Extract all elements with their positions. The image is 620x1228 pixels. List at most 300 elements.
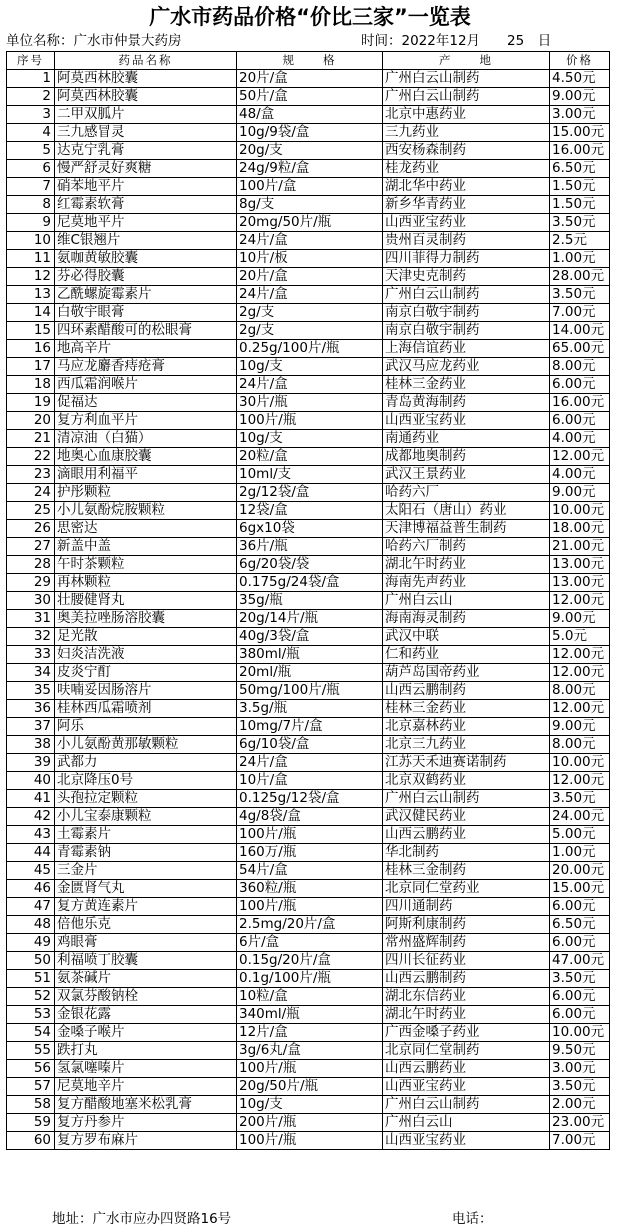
drug-spec: 36片/瓶 (237, 538, 383, 556)
drug-name: 促福达 (55, 394, 237, 412)
table-row (7, 322, 610, 340)
drug-price: 3.50元 (550, 1078, 610, 1096)
table-row (7, 844, 610, 862)
drug-spec: 10g/支 (237, 358, 383, 376)
drug-spec: 10粒/盒 (237, 988, 383, 1006)
drug-price: 3.50元 (550, 214, 610, 232)
table-row (7, 916, 610, 934)
drug-origin: 海南先声药业 (383, 574, 550, 592)
drug-origin: 上海信谊药业 (383, 340, 550, 358)
drug-price: 3.50元 (550, 790, 610, 808)
drug-origin: 阿斯利康制药 (383, 916, 550, 934)
drug-spec: 3g/6丸/盒 (237, 1042, 383, 1060)
row-index: 26 (7, 520, 55, 538)
drug-price: 6.50元 (550, 916, 610, 934)
drug-spec: 0.25g/100片/瓶 (237, 340, 383, 358)
row-index: 53 (7, 1006, 55, 1024)
drug-spec: 380ml/瓶 (237, 646, 383, 664)
drug-name: 滴眼用利福平 (55, 466, 237, 484)
drug-origin: 北京中惠药业 (383, 106, 550, 124)
drug-price: 12.00元 (550, 592, 610, 610)
drug-name: 阿乐 (55, 718, 237, 736)
drug-name: 金银花露 (55, 1006, 237, 1024)
drug-origin: 山西云鹏制药 (383, 970, 550, 988)
table-row (7, 340, 610, 358)
table-row (7, 1132, 610, 1150)
drug-spec: 100片/瓶 (237, 412, 383, 430)
drug-spec: 54片/盒 (237, 862, 383, 880)
table-row (7, 1114, 610, 1132)
drug-origin: 南京白敬宇制药 (383, 322, 550, 340)
row-index: 59 (7, 1114, 55, 1132)
drug-spec: 24片/盒 (237, 286, 383, 304)
table-row (7, 1024, 610, 1042)
row-index: 28 (7, 556, 55, 574)
drug-name: 呋喃妥因肠溶片 (55, 682, 237, 700)
row-index: 56 (7, 1060, 55, 1078)
drug-name: 北京降压0号 (55, 772, 237, 790)
drug-name: 金嗓子喉片 (55, 1024, 237, 1042)
drug-origin: 广州白云山制药 (383, 1096, 550, 1114)
drug-price: 12.00元 (550, 448, 610, 466)
drug-price: 10.00元 (550, 502, 610, 520)
drug-name: 护彤颗粒 (55, 484, 237, 502)
drug-origin: 桂林三金药业 (383, 376, 550, 394)
drug-price: 10.00元 (550, 1024, 610, 1042)
drug-spec: 100片/瓶 (237, 1132, 383, 1150)
drug-price: 8.00元 (550, 358, 610, 376)
drug-name: 二甲双胍片 (55, 106, 237, 124)
drug-price: 2.5元 (550, 232, 610, 250)
drug-price: 13.00元 (550, 574, 610, 592)
drug-name: 三金片 (55, 862, 237, 880)
row-index: 29 (7, 574, 55, 592)
table-row (7, 682, 610, 700)
drug-origin: 武汉马应龙药业 (383, 358, 550, 376)
table-row (7, 160, 610, 178)
drug-spec: 48/盒 (237, 106, 383, 124)
drug-spec: 6片/盒 (237, 934, 383, 952)
row-index: 47 (7, 898, 55, 916)
drug-name: 小儿宝泰康颗粒 (55, 808, 237, 826)
drug-spec: 0.175g/24袋/盒 (237, 574, 383, 592)
drug-origin: 武汉健民药业 (383, 808, 550, 826)
drug-origin: 北京同仁堂药业 (383, 880, 550, 898)
table-row (7, 592, 610, 610)
drug-price: 15.00元 (550, 124, 610, 142)
table-row (7, 70, 610, 88)
drug-spec: 10ml/支 (237, 466, 383, 484)
row-index: 11 (7, 250, 55, 268)
drug-spec: 2g/12袋/盒 (237, 484, 383, 502)
drug-price: 8.00元 (550, 682, 610, 700)
drug-name: 尼莫地平片 (55, 214, 237, 232)
drug-name: 氢氯噻嗪片 (55, 1060, 237, 1078)
drug-name: 清凉油（白猫） (55, 430, 237, 448)
row-index: 14 (7, 304, 55, 322)
drug-price: 13.00元 (550, 556, 610, 574)
table-row (7, 862, 610, 880)
drug-spec: 24片/盒 (237, 232, 383, 250)
drug-price: 9.00元 (550, 718, 610, 736)
drug-origin: 山西亚宝药业 (383, 412, 550, 430)
drug-origin: 北京嘉林药业 (383, 718, 550, 736)
drug-origin: 南京白敬宇制药 (383, 304, 550, 322)
drug-origin: 太阳石（唐山）药业 (383, 502, 550, 520)
table-row (7, 394, 610, 412)
drug-origin: 常州盛辉制药 (383, 934, 550, 952)
drug-price: 6.50元 (550, 160, 610, 178)
table-row (7, 214, 610, 232)
table-row (7, 412, 610, 430)
drug-price: 3.50元 (550, 286, 610, 304)
drug-name: 氨咖黄敏胶囊 (55, 250, 237, 268)
table-row (7, 286, 610, 304)
row-index: 5 (7, 142, 55, 160)
drug-name: 地奥心血康胶囊 (55, 448, 237, 466)
table-row (7, 970, 610, 988)
drug-name: 倍他乐克 (55, 916, 237, 934)
drug-origin: 山西亚宝药业 (383, 1132, 550, 1150)
drug-price: 1.00元 (550, 250, 610, 268)
drug-origin: 华北制药 (383, 844, 550, 862)
row-index: 45 (7, 862, 55, 880)
drug-origin: 武汉王景药业 (383, 466, 550, 484)
drug-spec: 340ml/瓶 (237, 1006, 383, 1024)
table-row (7, 178, 610, 196)
drug-spec: 0.125g/12袋/盒 (237, 790, 383, 808)
drug-spec: 4g/8袋/盒 (237, 808, 383, 826)
drug-name: 小儿氨酚烷胺颗粒 (55, 502, 237, 520)
row-index: 41 (7, 790, 55, 808)
drug-price: 47.00元 (550, 952, 610, 970)
table-row (7, 466, 610, 484)
table-row (7, 646, 610, 664)
header-price: 价格 (550, 52, 610, 70)
drug-name: 金匮肾气丸 (55, 880, 237, 898)
drug-spec: 30片/瓶 (237, 394, 383, 412)
drug-price: 12.00元 (550, 664, 610, 682)
table-row (7, 1042, 610, 1060)
drug-name: 马应龙麝香痔疮膏 (55, 358, 237, 376)
table-row (7, 1060, 610, 1078)
table-row (7, 772, 610, 790)
drug-origin: 南通药业 (383, 430, 550, 448)
drug-name: 跌打丸 (55, 1042, 237, 1060)
table-row (7, 88, 610, 106)
table-row (7, 304, 610, 322)
drug-price: 6.00元 (550, 1006, 610, 1024)
drug-spec: 20片/盒 (237, 70, 383, 88)
row-index: 49 (7, 934, 55, 952)
drug-name: 鸡眼膏 (55, 934, 237, 952)
drug-origin: 广州白云山制药 (383, 70, 550, 88)
drug-name: 尼莫地辛片 (55, 1078, 237, 1096)
drug-spec: 20g/支 (237, 142, 383, 160)
drug-origin: 天津博福益普生制药 (383, 520, 550, 538)
drug-price: 65.00元 (550, 340, 610, 358)
row-index: 58 (7, 1096, 55, 1114)
drug-price: 7.00元 (550, 1132, 610, 1150)
drug-origin: 北京三九药业 (383, 736, 550, 754)
table-row (7, 448, 610, 466)
drug-origin: 天津史克制药 (383, 268, 550, 286)
drug-price: 3.50元 (550, 970, 610, 988)
drug-price: 4.00元 (550, 430, 610, 448)
drug-price: 6.00元 (550, 898, 610, 916)
table-row (7, 664, 610, 682)
price-table (6, 51, 610, 1150)
drug-spec: 10g/9袋/盒 (237, 124, 383, 142)
row-index: 54 (7, 1024, 55, 1042)
drug-spec: 10片/盒 (237, 772, 383, 790)
drug-origin: 北京同仁堂制药 (383, 1042, 550, 1060)
table-row (7, 1006, 610, 1024)
row-index: 17 (7, 358, 55, 376)
row-index: 4 (7, 124, 55, 142)
row-index: 33 (7, 646, 55, 664)
table-row (7, 124, 610, 142)
drug-name: 白敬宇眼膏 (55, 304, 237, 322)
drug-spec: 100片/瓶 (237, 898, 383, 916)
drug-price: 9.00元 (550, 610, 610, 628)
drug-name: 土霉素片 (55, 826, 237, 844)
drug-price: 4.50元 (550, 70, 610, 88)
row-index: 7 (7, 178, 55, 196)
row-index: 46 (7, 880, 55, 898)
drug-origin: 湖北华中药业 (383, 178, 550, 196)
drug-name: 乙酰螺旋霉素片 (55, 286, 237, 304)
drug-price: 12.00元 (550, 700, 610, 718)
drug-price: 5.0元 (550, 628, 610, 646)
table-row (7, 700, 610, 718)
drug-name: 双氯芬酸钠栓 (55, 988, 237, 1006)
row-index: 36 (7, 700, 55, 718)
drug-origin: 广西金嗓子药业 (383, 1024, 550, 1042)
header-index: 序号 (7, 52, 55, 70)
table-row (7, 556, 610, 574)
drug-name: 复方醋酸地塞米松乳膏 (55, 1096, 237, 1114)
drug-price: 6.00元 (550, 376, 610, 394)
table-row (7, 934, 610, 952)
drug-origin: 桂林三金药业 (383, 700, 550, 718)
drug-spec: 0.15g/20片/盒 (237, 952, 383, 970)
drug-name: 阿莫西林胶囊 (55, 70, 237, 88)
drug-spec: 10mg/7片/盒 (237, 718, 383, 736)
row-index: 48 (7, 916, 55, 934)
table-row (7, 610, 610, 628)
drug-spec: 20g/14片/瓶 (237, 610, 383, 628)
table-row (7, 358, 610, 376)
drug-price: 28.00元 (550, 268, 610, 286)
drug-spec: 12片/盒 (237, 1024, 383, 1042)
drug-spec: 2g/支 (237, 304, 383, 322)
drug-origin: 广州白云山制药 (383, 88, 550, 106)
row-index: 31 (7, 610, 55, 628)
drug-price: 21.00元 (550, 538, 610, 556)
drug-name: 氨茶碱片 (55, 970, 237, 988)
drug-spec: 20mg/50片/瓶 (237, 214, 383, 232)
table-row (7, 790, 610, 808)
address: 地址：广水市应办四贤路16号 (52, 1211, 232, 1227)
row-index: 12 (7, 268, 55, 286)
drug-name: 硝苯地平片 (55, 178, 237, 196)
drug-spec: 2.5mg/20片/盒 (237, 916, 383, 934)
row-index: 35 (7, 682, 55, 700)
drug-name: 阿莫西林胶囊 (55, 88, 237, 106)
row-index: 34 (7, 664, 55, 682)
table-row (7, 232, 610, 250)
drug-origin: 山西亚宝药业 (383, 214, 550, 232)
row-index: 16 (7, 340, 55, 358)
drug-origin: 山西亚宝药业 (383, 1078, 550, 1096)
drug-name: 复方罗布麻片 (55, 1132, 237, 1150)
row-index: 8 (7, 196, 55, 214)
drug-price: 2.00元 (550, 1096, 610, 1114)
table-row (7, 502, 610, 520)
drug-price: 1.00元 (550, 844, 610, 862)
drug-origin: 西安杨森制药 (383, 142, 550, 160)
drug-name: 武都力 (55, 754, 237, 772)
drug-origin: 海南海灵制药 (383, 610, 550, 628)
drug-name: 西瓜霜润喉片 (55, 376, 237, 394)
drug-origin: 山西云鹏制药 (383, 682, 550, 700)
drug-spec: 2g/支 (237, 322, 383, 340)
drug-name: 奥美拉唑肠溶胶囊 (55, 610, 237, 628)
drug-origin: 广州白云山制药 (383, 286, 550, 304)
table-row (7, 538, 610, 556)
drug-price: 9.00元 (550, 484, 610, 502)
drug-origin: 广州白云山 (383, 592, 550, 610)
drug-price: 15.00元 (550, 880, 610, 898)
drug-name: 再林颗粒 (55, 574, 237, 592)
drug-origin: 四川菲得力制药 (383, 250, 550, 268)
drug-spec: 20片/盒 (237, 268, 383, 286)
drug-spec: 10片/板 (237, 250, 383, 268)
drug-origin: 新乡华青药业 (383, 196, 550, 214)
drug-price: 16.00元 (550, 394, 610, 412)
drug-name: 慢严舒灵好爽糖 (55, 160, 237, 178)
drug-name: 思密达 (55, 520, 237, 538)
row-index: 39 (7, 754, 55, 772)
drug-origin: 贵州百灵制药 (383, 232, 550, 250)
drug-name: 复方黄连素片 (55, 898, 237, 916)
header-origin: 产 地 (383, 52, 550, 70)
table-row (7, 376, 610, 394)
table-row (7, 718, 610, 736)
drug-name: 达克宁乳膏 (55, 142, 237, 160)
drug-name: 利福喷丁胶囊 (55, 952, 237, 970)
table-row (7, 574, 610, 592)
table-row (7, 484, 610, 502)
drug-spec: 200片/瓶 (237, 1114, 383, 1132)
row-index: 18 (7, 376, 55, 394)
drug-origin: 青岛黄海制药 (383, 394, 550, 412)
drug-origin: 湖北午时药业 (383, 556, 550, 574)
row-index: 19 (7, 394, 55, 412)
row-index: 13 (7, 286, 55, 304)
drug-spec: 160万/瓶 (237, 844, 383, 862)
drug-price: 9.00元 (550, 88, 610, 106)
drug-origin: 三九药业 (383, 124, 550, 142)
table-row (7, 628, 610, 646)
drug-origin: 桂林三金制药 (383, 862, 550, 880)
table-row (7, 430, 610, 448)
table-row (7, 736, 610, 754)
table-row (7, 952, 610, 970)
row-index: 38 (7, 736, 55, 754)
drug-spec: 35g/瓶 (237, 592, 383, 610)
drug-name: 青霉素钠 (55, 844, 237, 862)
drug-price: 4.00元 (550, 466, 610, 484)
drug-name: 皮炎宁酊 (55, 664, 237, 682)
drug-price: 8.00元 (550, 736, 610, 754)
row-index: 40 (7, 772, 55, 790)
drug-spec: 100片/盒 (237, 178, 383, 196)
drug-spec: 20粒/盒 (237, 448, 383, 466)
table-row (7, 754, 610, 772)
row-index: 23 (7, 466, 55, 484)
drug-name: 桂林西瓜霜喷剂 (55, 700, 237, 718)
row-index: 44 (7, 844, 55, 862)
drug-name: 三九感冒灵 (55, 124, 237, 142)
drug-spec: 10g/支 (237, 430, 383, 448)
row-index: 55 (7, 1042, 55, 1060)
drug-price: 1.50元 (550, 196, 610, 214)
drug-name: 新盖中盖 (55, 538, 237, 556)
drug-origin: 广州白云山制药 (383, 790, 550, 808)
drug-spec: 6g/10袋/盒 (237, 736, 383, 754)
drug-origin: 哈药六厂 (383, 484, 550, 502)
date-label: 时间：2022年12月 25 日 (361, 33, 552, 49)
row-index: 6 (7, 160, 55, 178)
row-index: 15 (7, 322, 55, 340)
drug-spec: 24g/9粒/盒 (237, 160, 383, 178)
drug-spec: 6g/20袋/袋 (237, 556, 383, 574)
drug-spec: 12袋/盒 (237, 502, 383, 520)
table-row (7, 898, 610, 916)
drug-origin: 仁和药业 (383, 646, 550, 664)
drug-name: 小儿氨酚黄那敏颗粒 (55, 736, 237, 754)
drug-spec: 50mg/100片/瓶 (237, 682, 383, 700)
drug-spec: 6gx10袋 (237, 520, 383, 538)
drug-name: 足光散 (55, 628, 237, 646)
drug-origin: 四川长征药业 (383, 952, 550, 970)
drug-price: 10.00元 (550, 754, 610, 772)
drug-origin: 广州白云山 (383, 1114, 550, 1132)
row-index: 32 (7, 628, 55, 646)
drug-origin: 北京双鹤药业 (383, 772, 550, 790)
drug-spec: 24片/盒 (237, 376, 383, 394)
drug-origin: 江苏天禾迪赛诺制药 (383, 754, 550, 772)
row-index: 27 (7, 538, 55, 556)
unit-name: 单位名称：广水市仲景大药房 (6, 33, 182, 49)
table-row (7, 1078, 610, 1096)
row-index: 3 (7, 106, 55, 124)
table-row (7, 106, 610, 124)
row-index: 20 (7, 412, 55, 430)
table-row (7, 880, 610, 898)
drug-price: 5.00元 (550, 826, 610, 844)
drug-spec: 8g/支 (237, 196, 383, 214)
row-index: 60 (7, 1132, 55, 1150)
row-index: 25 (7, 502, 55, 520)
row-index: 51 (7, 970, 55, 988)
drug-price: 1.50元 (550, 178, 610, 196)
drug-spec: 24片/盒 (237, 754, 383, 772)
row-index: 9 (7, 214, 55, 232)
drug-spec: 40g/3袋/盒 (237, 628, 383, 646)
